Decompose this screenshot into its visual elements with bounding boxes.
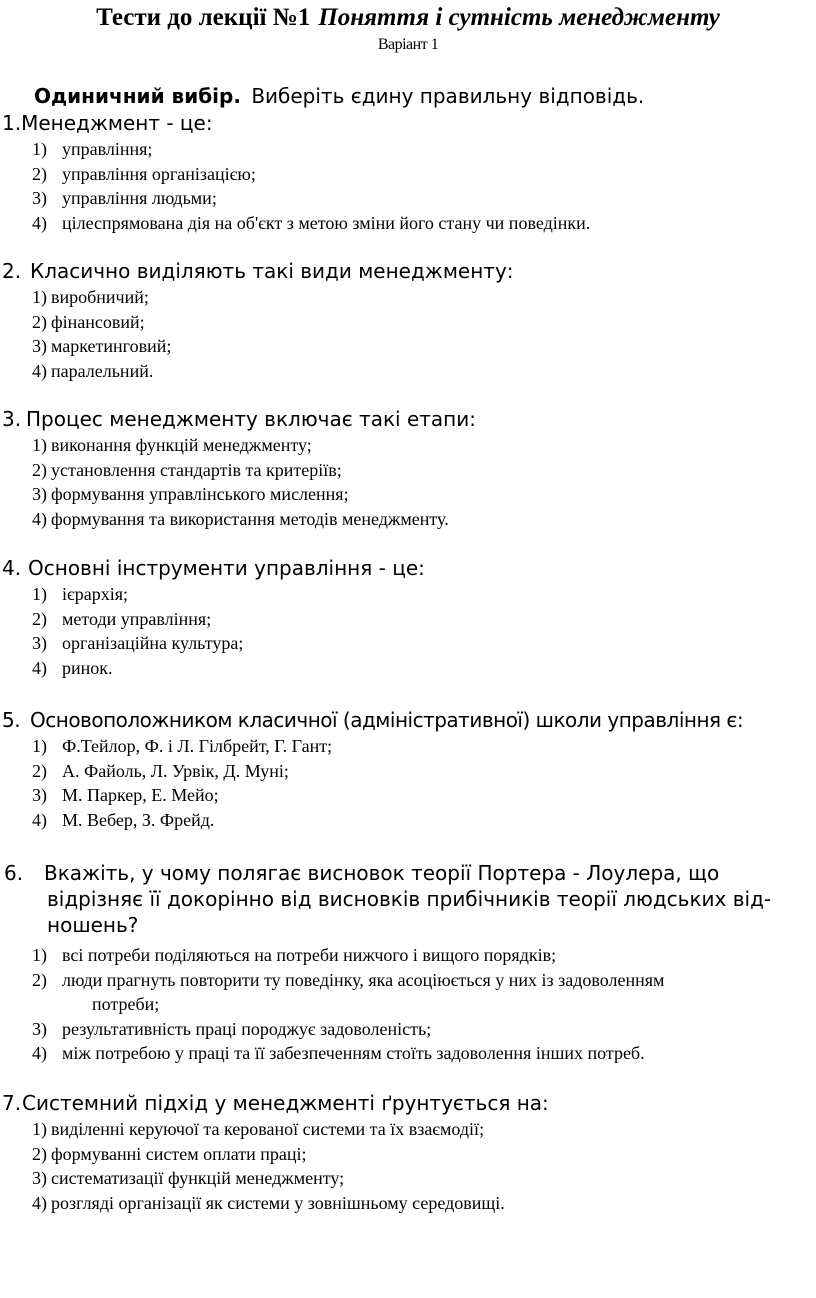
option-text: управління людьми; bbox=[62, 188, 217, 208]
question-number: 2. bbox=[2, 259, 22, 283]
question-number: 3. bbox=[2, 407, 22, 431]
page-title bbox=[0, 4, 816, 32]
question-text-line: відрізняє її докорінно від висновків прибічників теорії людських від- bbox=[47, 887, 772, 911]
option bbox=[32, 734, 332, 759]
question-5-options bbox=[32, 734, 332, 832]
option-number: 3) bbox=[32, 336, 47, 356]
option-text: управління; bbox=[62, 139, 153, 159]
option-text: формування управлінського мислення; bbox=[51, 484, 349, 504]
option-text: ринок. bbox=[62, 657, 113, 678]
option-number: 1) bbox=[32, 945, 47, 965]
option-number: 1) bbox=[32, 139, 47, 159]
question-text bbox=[44, 860, 804, 938]
option bbox=[32, 359, 171, 384]
option bbox=[32, 285, 171, 310]
option bbox=[32, 631, 243, 656]
question-3 bbox=[2, 406, 476, 433]
option bbox=[32, 808, 332, 833]
option-number: 4) bbox=[32, 657, 47, 678]
option-number: 1) bbox=[32, 584, 47, 604]
question-1 bbox=[2, 110, 213, 137]
question-7-options bbox=[32, 1117, 505, 1215]
option-number: 4) bbox=[32, 809, 47, 830]
option-number: 2) bbox=[32, 311, 47, 332]
option-number: 4) bbox=[32, 1192, 47, 1213]
option-number: 4) bbox=[32, 212, 47, 233]
question-2-options bbox=[32, 285, 171, 383]
option-text: розгляді організації як системи у зовнішньому середовищі. bbox=[51, 1192, 505, 1213]
option-number: 1) bbox=[32, 287, 47, 307]
option bbox=[32, 458, 449, 483]
question-2 bbox=[2, 258, 514, 285]
option-number: 3) bbox=[32, 188, 47, 208]
option-text: формуванні систем оплати праці; bbox=[51, 1143, 307, 1164]
option bbox=[32, 507, 449, 532]
question-7 bbox=[2, 1090, 549, 1117]
question-3-options bbox=[32, 433, 449, 531]
option-text: маркетинговий; bbox=[51, 336, 172, 356]
option-text: формування та використання методів менеджменту. bbox=[51, 508, 449, 529]
option-text: установлення стандартів та критеріїв; bbox=[51, 459, 342, 480]
option bbox=[32, 1041, 664, 1066]
question-text: Системний підхід у менеджменті ґрунтується на: bbox=[22, 1091, 549, 1115]
option bbox=[32, 334, 171, 359]
question-number: 7. bbox=[2, 1091, 22, 1115]
option bbox=[32, 607, 243, 632]
option bbox=[32, 783, 332, 808]
option-number: 3) bbox=[32, 484, 47, 504]
option-text: ієрархія; bbox=[62, 584, 128, 604]
lecture-title: Тести до лекції №1 bbox=[96, 4, 311, 31]
option-number: 3) bbox=[32, 1018, 47, 1039]
variant-label: Варіант 1 bbox=[377, 36, 439, 53]
option-number: 2) bbox=[32, 163, 47, 184]
question-number: 6. bbox=[4, 861, 24, 885]
question-text: Класично виділяють такі види менеджменту: bbox=[30, 259, 514, 283]
question-text: Основоположником класичної (адміністративної) школи управління є: bbox=[30, 708, 744, 732]
option bbox=[32, 656, 243, 681]
question-4 bbox=[2, 555, 425, 582]
option-text: фінансовий; bbox=[51, 311, 145, 332]
question-text: Основні інструменти управління - це: bbox=[28, 556, 425, 580]
question-4-options bbox=[32, 582, 243, 680]
instruction-bold: Одиничний вибір. bbox=[34, 84, 241, 108]
option-text: результативність праці породжує задоволеність; bbox=[62, 1018, 432, 1039]
option-text: методи управління; bbox=[62, 608, 212, 629]
option-continuation bbox=[32, 992, 664, 1017]
option-number: 3) bbox=[32, 785, 47, 805]
option-number: 2) bbox=[32, 608, 47, 629]
question-number: 5. bbox=[2, 708, 21, 732]
option-text: управління організацією; bbox=[62, 163, 256, 184]
option-text: виділенні керуючої та керованої системи та їх взаємодії; bbox=[51, 1119, 485, 1139]
option-number: 3) bbox=[32, 633, 47, 653]
option-number: 2) bbox=[32, 1143, 47, 1164]
option bbox=[32, 759, 332, 784]
option-number: 1) bbox=[32, 1119, 47, 1139]
option bbox=[32, 211, 590, 236]
option-text: люди прагнуть повторити ту поведінку, яка асоціюється у них із задоволенням bbox=[62, 969, 665, 990]
option-text: цілеспрямована дія на об'єкт з метою зміни його стану чи поведінки. bbox=[62, 212, 591, 233]
question-number: 1. bbox=[2, 111, 22, 135]
option bbox=[32, 137, 590, 162]
instruction-text: Виберіть єдину правильну відповідь. bbox=[251, 84, 645, 108]
option bbox=[32, 186, 590, 211]
option-text: систематизації функцій менеджменту; bbox=[51, 1168, 345, 1188]
option-text: М. Вебер, З. Фрейд. bbox=[62, 809, 215, 830]
option-number: 2) bbox=[32, 459, 47, 480]
instruction bbox=[34, 84, 644, 108]
option-number: 4) bbox=[32, 1043, 47, 1063]
option bbox=[32, 162, 590, 187]
option bbox=[32, 1191, 505, 1216]
option-number: 2) bbox=[32, 969, 47, 990]
option-number: 1) bbox=[32, 736, 47, 756]
option-number: 3) bbox=[32, 1168, 47, 1188]
option-number: 4) bbox=[32, 508, 47, 529]
option bbox=[32, 433, 449, 458]
option bbox=[32, 1142, 505, 1167]
option bbox=[32, 1117, 505, 1142]
option bbox=[32, 968, 664, 993]
option-text: А. Файоль, Л. Урвік, Д. Муні; bbox=[62, 760, 289, 781]
option-number: 1) bbox=[32, 435, 47, 455]
question-text: Менеджмент - це: bbox=[21, 111, 213, 135]
option-text: М. Паркер, Е. Мейо; bbox=[62, 785, 219, 805]
question-number: 4. bbox=[2, 556, 22, 580]
option-text: виконання функцій менеджменту; bbox=[51, 435, 312, 455]
question-text-line: Вкажіть, у чому полягає висновок теорії Портера - Лоулера, що bbox=[44, 861, 720, 885]
option-text: виробничий; bbox=[51, 287, 149, 307]
option-text: потреби; bbox=[92, 994, 160, 1014]
option bbox=[32, 1166, 505, 1191]
lecture-topic: Поняття і сутність менеджменту bbox=[318, 4, 720, 31]
question-text-line: ношень? bbox=[47, 913, 139, 937]
option-text: Ф.Тейлор, Ф. і Л. Гілбрейт, Г. Гант; bbox=[62, 736, 333, 756]
option bbox=[32, 943, 664, 968]
option bbox=[32, 310, 171, 335]
option-text: паралельний. bbox=[51, 360, 154, 381]
question-6-options bbox=[32, 943, 664, 1066]
option bbox=[32, 582, 243, 607]
option-text: всі потреби поділяються на потреби нижчого і вищого порядків; bbox=[62, 945, 557, 965]
option bbox=[32, 1017, 664, 1042]
question-1-options bbox=[32, 137, 590, 235]
option-text: організаційна культура; bbox=[62, 633, 244, 653]
option-number: 2) bbox=[32, 760, 47, 781]
option bbox=[32, 482, 449, 507]
option-text: між потребою у праці та її забезпеченням стоїть задоволення інших потреб. bbox=[62, 1043, 645, 1063]
question-text: Процес менеджменту включає такі етапи: bbox=[26, 407, 476, 431]
option-number: 4) bbox=[32, 360, 47, 381]
question-5 bbox=[2, 707, 743, 734]
